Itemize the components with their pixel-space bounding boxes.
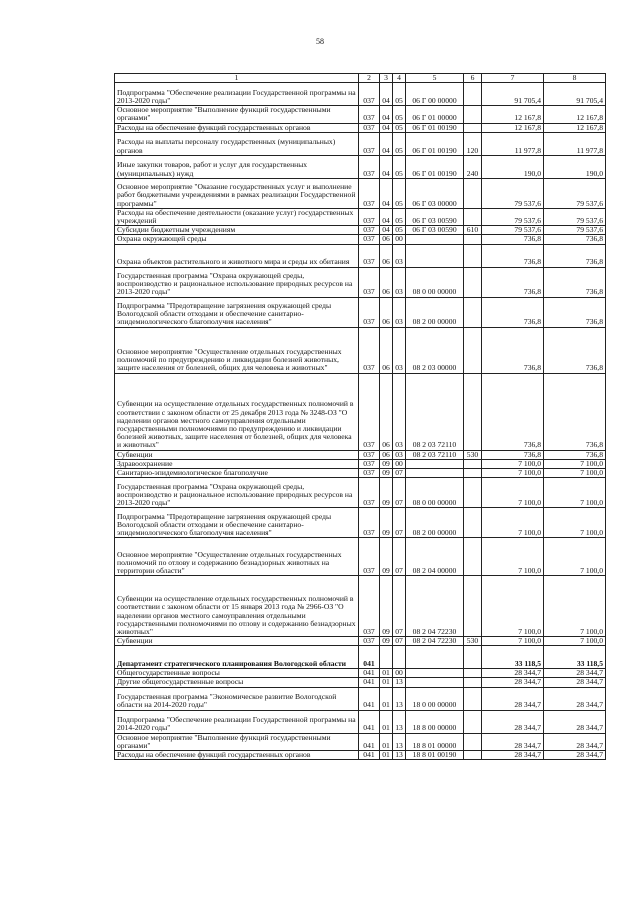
expense-type-cell [464, 751, 482, 760]
section-code-cell: 09 [380, 459, 393, 468]
table-row [115, 468, 606, 477]
amount-cell: 736,8 [482, 235, 544, 244]
expense-type-cell [464, 538, 482, 576]
section-code-cell: 06 [380, 267, 393, 297]
table-row [115, 208, 606, 225]
amount-cell: 12 167,8 [482, 106, 544, 123]
table-row [115, 637, 606, 646]
admin-code-cell: 041 [359, 678, 380, 687]
section-code-cell: 09 [380, 538, 393, 576]
admin-code-cell: 037 [359, 478, 380, 508]
section-code-cell: 09 [380, 468, 393, 477]
subsection-code-cell: 07 [393, 538, 406, 576]
expense-type-cell [464, 123, 482, 132]
admin-code-cell: 037 [359, 459, 380, 468]
section-code-cell: 01 [380, 678, 393, 687]
admin-code-cell: 037 [359, 155, 380, 178]
target-item-cell [406, 468, 464, 477]
table-row [115, 459, 606, 468]
target-item-cell: 06 Г 01 00000 [406, 106, 464, 123]
admin-code-cell: 041 [359, 751, 380, 760]
subsection-code-cell: 03 [393, 267, 406, 297]
target-item-cell [406, 244, 464, 267]
budget-table [114, 73, 606, 760]
expense-type-cell [464, 459, 482, 468]
column-header: 8 [544, 74, 606, 83]
amount-cell: 79 537,6 [482, 208, 544, 225]
target-item-cell [406, 669, 464, 678]
amount-cell: 7 100,0 [544, 478, 606, 508]
amount-cell: 91 705,4 [544, 83, 606, 106]
table-row [115, 123, 606, 132]
subsection-code-cell: 07 [393, 478, 406, 508]
target-item-cell: 08 2 00 00000 [406, 297, 464, 327]
admin-code-cell: 037 [359, 267, 380, 297]
admin-code-cell: 037 [359, 637, 380, 646]
amount-cell: 190,0 [482, 155, 544, 178]
section-code-cell: 06 [380, 235, 393, 244]
admin-code-cell: 037 [359, 538, 380, 576]
expense-type-cell [464, 678, 482, 687]
section-code-cell: 09 [380, 478, 393, 508]
row-name-cell: Здравоохранение [115, 459, 359, 468]
amount-cell: 28 344,7 [544, 710, 606, 733]
table-row [115, 710, 606, 733]
expense-type-cell [464, 478, 482, 508]
row-name-cell: Подпрограмма "Обеспечение реализации Государственной программы на 2013-2020 годы" [115, 83, 359, 106]
target-item-cell: 08 2 03 00000 [406, 327, 464, 373]
amount-cell: 736,8 [544, 373, 606, 450]
row-name-cell: Расходы на обеспечение функций государственных органов [115, 751, 359, 760]
amount-cell: 28 344,7 [482, 687, 544, 710]
subsection-code-cell: 13 [393, 751, 406, 760]
subsection-code-cell: 13 [393, 687, 406, 710]
section-code-cell: 09 [380, 508, 393, 538]
admin-code-cell: 037 [359, 123, 380, 132]
target-item-cell: 08 2 04 00000 [406, 538, 464, 576]
section-code-cell: 04 [380, 155, 393, 178]
target-item-cell: 08 2 00 00000 [406, 508, 464, 538]
row-name-cell: Подпрограмма "Обеспечение реализации Государственной программы на 2014-2020 годы" [115, 710, 359, 733]
row-name-cell: Субсидии бюджетным учреждениям [115, 226, 359, 235]
admin-code-cell: 037 [359, 83, 380, 106]
row-name-cell: Субвенции [115, 450, 359, 459]
target-item-cell [406, 646, 464, 669]
admin-code-cell: 037 [359, 576, 380, 637]
amount-cell: 79 537,6 [544, 178, 606, 208]
column-header: 5 [406, 74, 464, 83]
row-name-cell: Охрана объектов растительного и животного мира и среды их обитания [115, 244, 359, 267]
table-row [115, 244, 606, 267]
expense-type-cell [464, 710, 482, 733]
amount-cell: 33 118,5 [544, 646, 606, 669]
expense-type-cell [464, 244, 482, 267]
admin-code-cell: 037 [359, 208, 380, 225]
amount-cell: 28 344,7 [544, 687, 606, 710]
section-code-cell: 01 [380, 710, 393, 733]
expense-type-cell: 530 [464, 450, 482, 459]
target-item-cell [406, 235, 464, 244]
admin-code-cell: 041 [359, 669, 380, 678]
section-code-cell: 04 [380, 132, 393, 155]
admin-code-cell: 041 [359, 733, 380, 750]
amount-cell: 7 100,0 [544, 468, 606, 477]
row-name-cell: Субвенции на осуществление отдельных государственных полномочий в соответствии с законом области от 15 января 2013 года № 2966-ОЗ "О наделении органов местного самоуправления отдельными государственными полномочиями по отлову и содержанию безнадзорных животных" [115, 576, 359, 637]
row-name-cell: Основное мероприятие "Оказание государственных услуг и выполнение работ бюджетными учреждениями в рамках реализации Государственной программы" [115, 178, 359, 208]
row-name-cell: Иные закупки товаров, работ и услуг для государственных (муниципальных) нужд [115, 155, 359, 178]
subsection-code-cell: 07 [393, 508, 406, 538]
table-row [115, 297, 606, 327]
amount-cell: 7 100,0 [544, 576, 606, 637]
table-row [115, 751, 606, 760]
section-code-cell: 04 [380, 226, 393, 235]
column-header: 7 [482, 74, 544, 83]
table-row [115, 576, 606, 637]
subsection-code-cell: 05 [393, 106, 406, 123]
amount-cell: 190,0 [544, 155, 606, 178]
table-row [115, 155, 606, 178]
subsection-code-cell: 03 [393, 373, 406, 450]
table-header-row [115, 74, 606, 83]
expense-type-cell [464, 106, 482, 123]
admin-code-cell: 041 [359, 687, 380, 710]
section-code-cell: 04 [380, 83, 393, 106]
row-name-cell: Основное мероприятие "Выполнение функций государственными органами" [115, 106, 359, 123]
amount-cell: 736,8 [482, 327, 544, 373]
table-row [115, 538, 606, 576]
expense-type-cell [464, 178, 482, 208]
subsection-code-cell: 05 [393, 155, 406, 178]
subsection-code-cell: 13 [393, 678, 406, 687]
target-item-cell: 18 8 01 00190 [406, 751, 464, 760]
section-code-cell: 04 [380, 178, 393, 208]
row-name-cell: Общегосударственные вопросы [115, 669, 359, 678]
amount-cell: 12 167,8 [544, 123, 606, 132]
admin-code-cell: 037 [359, 226, 380, 235]
amount-cell: 736,8 [544, 235, 606, 244]
column-header: 1 [115, 74, 359, 83]
row-name-cell: Государственная программа "Охрана окружающей среды, воспроизводство и рациональное использование природных ресурсов на 2013-2020 годы" [115, 267, 359, 297]
amount-cell: 7 100,0 [482, 637, 544, 646]
amount-cell: 736,8 [544, 297, 606, 327]
amount-cell: 736,8 [482, 267, 544, 297]
amount-cell: 7 100,0 [544, 538, 606, 576]
amount-cell: 28 344,7 [544, 733, 606, 750]
row-name-cell: Департамент стратегического планирования Вологодской области [115, 646, 359, 669]
amount-cell: 736,8 [482, 450, 544, 459]
target-item-cell: 08 2 04 72230 [406, 637, 464, 646]
target-item-cell: 18 8 00 00000 [406, 710, 464, 733]
amount-cell: 7 100,0 [482, 468, 544, 477]
section-code-cell: 04 [380, 106, 393, 123]
admin-code-cell: 037 [359, 244, 380, 267]
admin-code-cell: 037 [359, 468, 380, 477]
subsection-code-cell: 07 [393, 468, 406, 477]
amount-cell: 7 100,0 [544, 637, 606, 646]
expense-type-cell [464, 687, 482, 710]
section-code-cell [380, 646, 393, 669]
section-code-cell: 09 [380, 576, 393, 637]
expense-type-cell [464, 235, 482, 244]
expense-type-cell [464, 208, 482, 225]
column-header: 6 [464, 74, 482, 83]
amount-cell: 28 344,7 [544, 678, 606, 687]
table-row [115, 106, 606, 123]
expense-type-cell [464, 373, 482, 450]
table-row [115, 669, 606, 678]
row-name-cell: Субвенции на осуществление отдельных государственных полномочий в соответствии с законом области от 25 декабря 2013 года № 3248-ОЗ "О наделении органов местного самоуправления отдельными государственными полномочиями по предупреждению и ликвидации болезней животных, защите населения от болезней, общих для человека и животных" [115, 373, 359, 450]
target-item-cell: 06 Г 01 00190 [406, 155, 464, 178]
amount-cell: 33 118,5 [482, 646, 544, 669]
table-row [115, 178, 606, 208]
expense-type-cell [464, 327, 482, 373]
row-name-cell: Другие общегосударственные вопросы [115, 678, 359, 687]
expense-type-cell [464, 669, 482, 678]
section-code-cell: 09 [380, 637, 393, 646]
row-name-cell: Основное мероприятие "Выполнение функций государственными органами" [115, 733, 359, 750]
row-name-cell: Подпрограмма "Предотвращение загрязнения окружающей среды Вологодской области отходами и обеспечение санитарно-эпидемиологического благополучия населения" [115, 508, 359, 538]
expense-type-cell [464, 646, 482, 669]
admin-code-cell: 041 [359, 710, 380, 733]
subsection-code-cell: 00 [393, 235, 406, 244]
table-row [115, 678, 606, 687]
amount-cell: 79 537,6 [544, 226, 606, 235]
subsection-code-cell: 13 [393, 710, 406, 733]
subsection-code-cell: 05 [393, 123, 406, 132]
section-code-cell: 04 [380, 123, 393, 132]
row-name-cell: Государственная программа "Экономическое развитие Вологодской области на 2014-2020 годы" [115, 687, 359, 710]
amount-cell: 91 705,4 [482, 83, 544, 106]
subsection-code-cell: 00 [393, 459, 406, 468]
table-row [115, 646, 606, 669]
amount-cell: 7 100,0 [482, 508, 544, 538]
target-item-cell: 06 Г 00 00000 [406, 83, 464, 106]
amount-cell: 736,8 [544, 244, 606, 267]
subsection-code-cell: 00 [393, 669, 406, 678]
subsection-code-cell: 05 [393, 132, 406, 155]
expense-type-cell [464, 468, 482, 477]
amount-cell: 736,8 [482, 297, 544, 327]
target-item-cell: 06 Г 03 00590 [406, 226, 464, 235]
amount-cell: 28 344,7 [482, 678, 544, 687]
amount-cell: 28 344,7 [482, 669, 544, 678]
table-row [115, 733, 606, 750]
section-code-cell: 06 [380, 373, 393, 450]
amount-cell: 79 537,6 [544, 208, 606, 225]
amount-cell: 736,8 [544, 267, 606, 297]
amount-cell: 12 167,8 [544, 106, 606, 123]
table-row [115, 235, 606, 244]
section-code-cell: 06 [380, 450, 393, 459]
table-row [115, 132, 606, 155]
amount-cell: 7 100,0 [544, 459, 606, 468]
row-name-cell: Охрана окружающей среды [115, 235, 359, 244]
target-item-cell: 06 Г 01 00190 [406, 123, 464, 132]
section-code-cell: 01 [380, 669, 393, 678]
amount-cell: 7 100,0 [544, 508, 606, 538]
admin-code-cell: 037 [359, 106, 380, 123]
target-item-cell: 06 Г 01 00190 [406, 132, 464, 155]
row-name-cell: Подпрограмма "Предотвращение загрязнения окружающей среды Вологодской области отходами и обеспечение санитарно-эпидемиологического благополучия населения" [115, 297, 359, 327]
target-item-cell: 18 0 00 00000 [406, 687, 464, 710]
target-item-cell: 08 0 00 00000 [406, 267, 464, 297]
amount-cell: 11 977,8 [544, 132, 606, 155]
admin-code-cell: 037 [359, 450, 380, 459]
amount-cell: 11 977,8 [482, 132, 544, 155]
subsection-code-cell: 05 [393, 178, 406, 208]
amount-cell: 28 344,7 [482, 751, 544, 760]
subsection-code-cell: 07 [393, 637, 406, 646]
target-item-cell: 08 2 03 72110 [406, 373, 464, 450]
amount-cell: 28 344,7 [544, 669, 606, 678]
amount-cell: 7 100,0 [482, 478, 544, 508]
admin-code-cell: 037 [359, 508, 380, 538]
row-name-cell: Расходы на обеспечение функций государственных органов [115, 123, 359, 132]
amount-cell: 7 100,0 [482, 538, 544, 576]
subsection-code-cell: 07 [393, 576, 406, 637]
table-row [115, 83, 606, 106]
admin-code-cell: 037 [359, 235, 380, 244]
admin-code-cell: 037 [359, 132, 380, 155]
target-item-cell: 08 0 00 00000 [406, 478, 464, 508]
section-code-cell: 01 [380, 733, 393, 750]
target-item-cell: 06 Г 03 00000 [406, 178, 464, 208]
amount-cell: 79 537,6 [482, 226, 544, 235]
amount-cell: 28 344,7 [482, 733, 544, 750]
subsection-code-cell: 05 [393, 83, 406, 106]
target-item-cell: 06 Г 03 00590 [406, 208, 464, 225]
amount-cell: 7 100,0 [482, 459, 544, 468]
section-code-cell: 01 [380, 687, 393, 710]
subsection-code-cell: 13 [393, 733, 406, 750]
expense-type-cell [464, 267, 482, 297]
target-item-cell: 08 2 04 72230 [406, 576, 464, 637]
subsection-code-cell: 03 [393, 450, 406, 459]
amount-cell: 736,8 [544, 450, 606, 459]
row-name-cell: Основное мероприятие "Осуществление отдельных государственных полномочий по отлову и содержанию безнадзорных животных на территории области" [115, 538, 359, 576]
subsection-code-cell: 03 [393, 244, 406, 267]
expense-type-cell: 610 [464, 226, 482, 235]
section-code-cell: 06 [380, 327, 393, 373]
target-item-cell: 08 2 03 72110 [406, 450, 464, 459]
admin-code-cell: 041 [359, 646, 380, 669]
column-header: 4 [393, 74, 406, 83]
row-name-cell: Расходы на обеспечение деятельности (оказание услуг) государственных учреждений [115, 208, 359, 225]
target-item-cell: 18 8 01 00000 [406, 733, 464, 750]
row-name-cell: Субвенции [115, 637, 359, 646]
expense-type-cell [464, 297, 482, 327]
amount-cell: 736,8 [482, 244, 544, 267]
row-name-cell: Санитарно-эпидемиологическое благополучие [115, 468, 359, 477]
expense-type-cell: 240 [464, 155, 482, 178]
expense-type-cell [464, 576, 482, 637]
table-row [115, 267, 606, 297]
table-row [115, 450, 606, 459]
expense-type-cell [464, 83, 482, 106]
admin-code-cell: 037 [359, 297, 380, 327]
amount-cell: 79 537,6 [482, 178, 544, 208]
section-code-cell: 06 [380, 244, 393, 267]
column-header: 3 [380, 74, 393, 83]
expense-type-cell: 120 [464, 132, 482, 155]
expense-type-cell [464, 733, 482, 750]
section-code-cell: 01 [380, 751, 393, 760]
section-code-cell: 04 [380, 208, 393, 225]
table-row [115, 226, 606, 235]
subsection-code-cell: 03 [393, 297, 406, 327]
subsection-code-cell: 05 [393, 208, 406, 225]
amount-cell: 736,8 [482, 373, 544, 450]
admin-code-cell: 037 [359, 373, 380, 450]
subsection-code-cell [393, 646, 406, 669]
target-item-cell [406, 678, 464, 687]
target-item-cell [406, 459, 464, 468]
amount-cell: 28 344,7 [482, 710, 544, 733]
subsection-code-cell: 03 [393, 327, 406, 373]
amount-cell: 736,8 [544, 327, 606, 373]
amount-cell: 12 167,8 [482, 123, 544, 132]
row-name-cell: Государственная программа "Охрана окружающей среды, воспроизводство и рациональное использование природных ресурсов на 2013-2020 годы" [115, 478, 359, 508]
table-row [115, 373, 606, 450]
column-header: 2 [359, 74, 380, 83]
page-number: 58 [316, 37, 324, 46]
amount-cell: 7 100,0 [482, 576, 544, 637]
expense-type-cell: 530 [464, 637, 482, 646]
admin-code-cell: 037 [359, 327, 380, 373]
row-name-cell: Расходы на выплаты персоналу государственных (муниципальных) органов [115, 132, 359, 155]
expense-type-cell [464, 508, 482, 538]
section-code-cell: 06 [380, 297, 393, 327]
table-row [115, 687, 606, 710]
table-row [115, 508, 606, 538]
table-row [115, 478, 606, 508]
admin-code-cell: 037 [359, 178, 380, 208]
row-name-cell: Основное мероприятие "Осуществление отдельных государственных полномочий по предупреждению и ликвидации болезней животных, защите населения от болезней, общих для человека и животных" [115, 327, 359, 373]
subsection-code-cell: 05 [393, 226, 406, 235]
amount-cell: 28 344,7 [544, 751, 606, 760]
table-row [115, 327, 606, 373]
